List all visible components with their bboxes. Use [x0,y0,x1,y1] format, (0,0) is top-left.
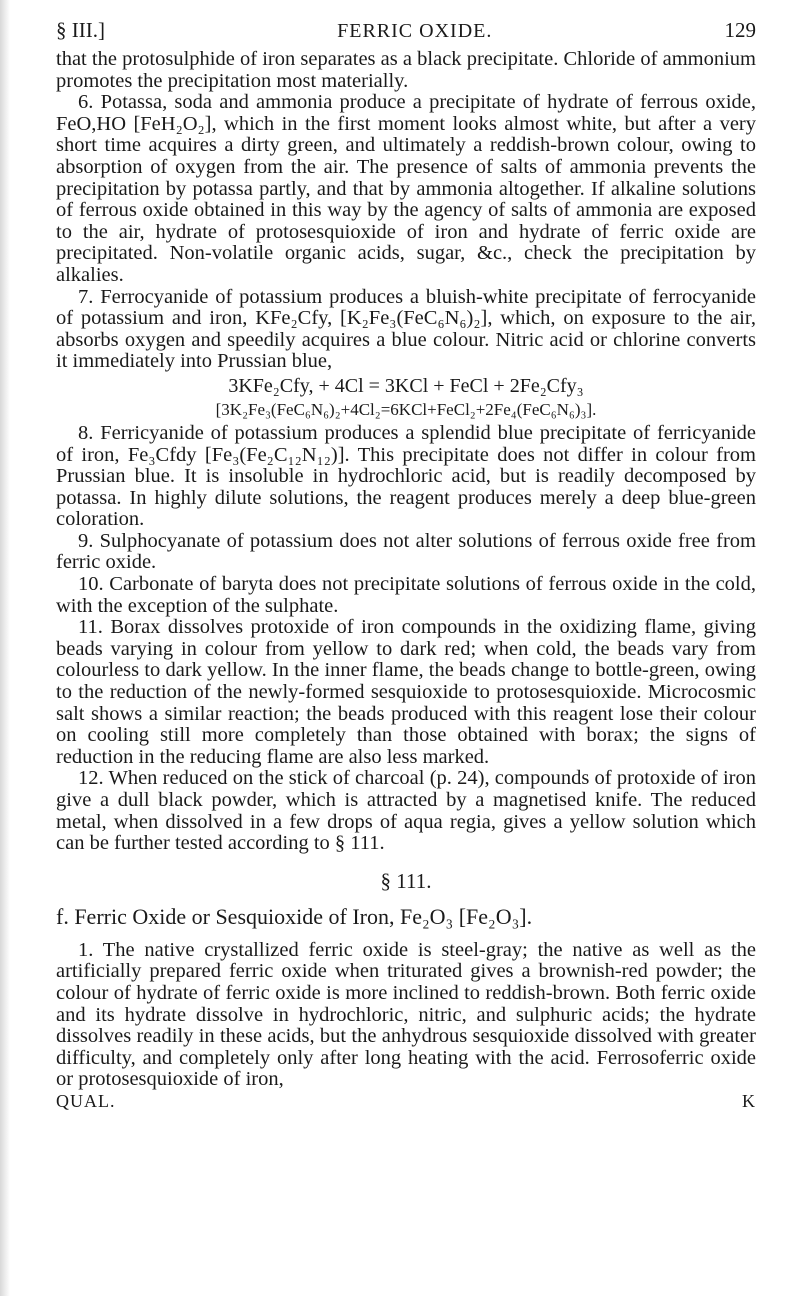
header-title: FERRIC OXIDE. [337,20,493,42]
section-heading: § 111. [380,868,432,893]
running-header [56,18,756,43]
paragraph-12: 12. When reduced on the stick of charcoal (p. 24), compounds of protoxide of iron give a dull black powder, which is attracted by a magnetised knife. The reduced metal, when dissolved in a few drops of aqua regia, gives a yellow solution which can be further tested according to § 111. [56,767,756,855]
paragraph-9: 9. Sulphocyanate of potassium does not alter solutions of ferrous oxide free from ferric oxide. [56,529,756,574]
paragraph-10: 10. Carbonate of baryta does not precipitate solutions of ferrous oxide in the cold, with the exception of the sulphate. [56,573,756,617]
equation-old-notation: 3KFe₂Cfy, + 4Cl = 3KCl + FeCl + 2Fe₂Cfy₃ [228,374,584,397]
paragraph-continued: that the protosulphide of iron separates as a black precipitate. Chloride of ammonium promotes the precipitation most materially. [56,48,756,92]
subsection-heading: f. Ferric Oxide or Sesquioxide of Iron, Fe₂O₃ [Fe₂O₃]. [56,903,533,929]
header-section: § III.] [56,18,105,42]
signature-mark: QUAL. [56,1090,116,1111]
paragraph-ferric-1: 1. The native crystallized ferric oxide is steel-gray; the native as well as the artificially prepared ferric oxide when triturated gives a brownish-red powder; the colour of hydrate of ferric oxide is more inclined to reddish-brown. Both ferric oxide and its hydrate dissolve in hydrochloric, nitric, and sulphuric acids; the hydrate dissolves readily in these acids, but the anhydrous sesquioxide dissolved with greater difficulty, and completely only after long heating with the acid. Ferrosoferric oxide or protosesquioxide of iron, [56,938,756,1091]
page-number: 129 [724,18,756,42]
paragraph-7: 7. Ferrocyanide of potassium produces a bluish-white precipitate of ferrocyanide of potassium and iron, KFe₂Cfy, [K₂Fe₃(FeC₆N₆)₂], which, on exposure to the air, absorbs oxygen and speedily acquires a blue colour. Nitric acid or chlorine converts it immediately into Prussian blue, [56,285,756,373]
equation-new-notation: [3K₂Fe₃(FeC₆N₆)₂+4Cl₂=6KCl+FeCl₂+2Fe₄(FeC₆N₆)₃]. [215,399,597,419]
signature-letter: K [742,1090,756,1111]
signature-line [56,1091,756,1112]
paragraph-11: 11. Borax dissolves protoxide of iron compounds in the oxidizing flame, giving beads varying in colour from yellow to dark red; when cold, the beads vary from colourless to dark yellow. In the inner flame, the beads change to bottle-green, owing to the reduction of the newly-formed sesquioxide to protosesquioxide. Microcosmic salt shows a similar reaction; the beads produced with this reagent lose their colour on cooling still more completely than those obtained with borax; the signs of reduction in the reducing flame are also less marked. [56,616,756,768]
paragraph-8: 8. Ferricyanide of potassium produces a splendid blue precipitate of ferricyanide of iron, Fe₃Cfdy [Fe₃(Fe₂C₁₂N₁₂)]. This precipitate does not differ in colour from Prussian blue. It is insoluble in hydrochloric acid, but is readily decomposed by potassa. In highly dilute solutions, the reagent produces merely a deep blue-green coloration. [56,421,756,531]
paragraph-6: 6. Potassa, soda and ammonia produce a precipitate of hydrate of ferrous oxide, FeO,HO [FeH₂O₂], which in the first moment looks almost white, but after a very short time acquires a dirty green, and ultimately a reddish-brown colour, owing to absorption of oxygen from the air. The presence of salts of ammonia prevents the precipitation by potassa partly, and that by ammonia altogether. If alkaline solutions of ferrous oxide obtained in this way by the agency of salts of ammonia are exposed to the air, hydrate of protosesquioxide of iron and hydrate of ferric oxide are precipitated. Non-volatile organic acids, sugar, &c., check the precipitation by alkalies. [56,91,756,286]
page-binding-shadow [0,0,10,1296]
